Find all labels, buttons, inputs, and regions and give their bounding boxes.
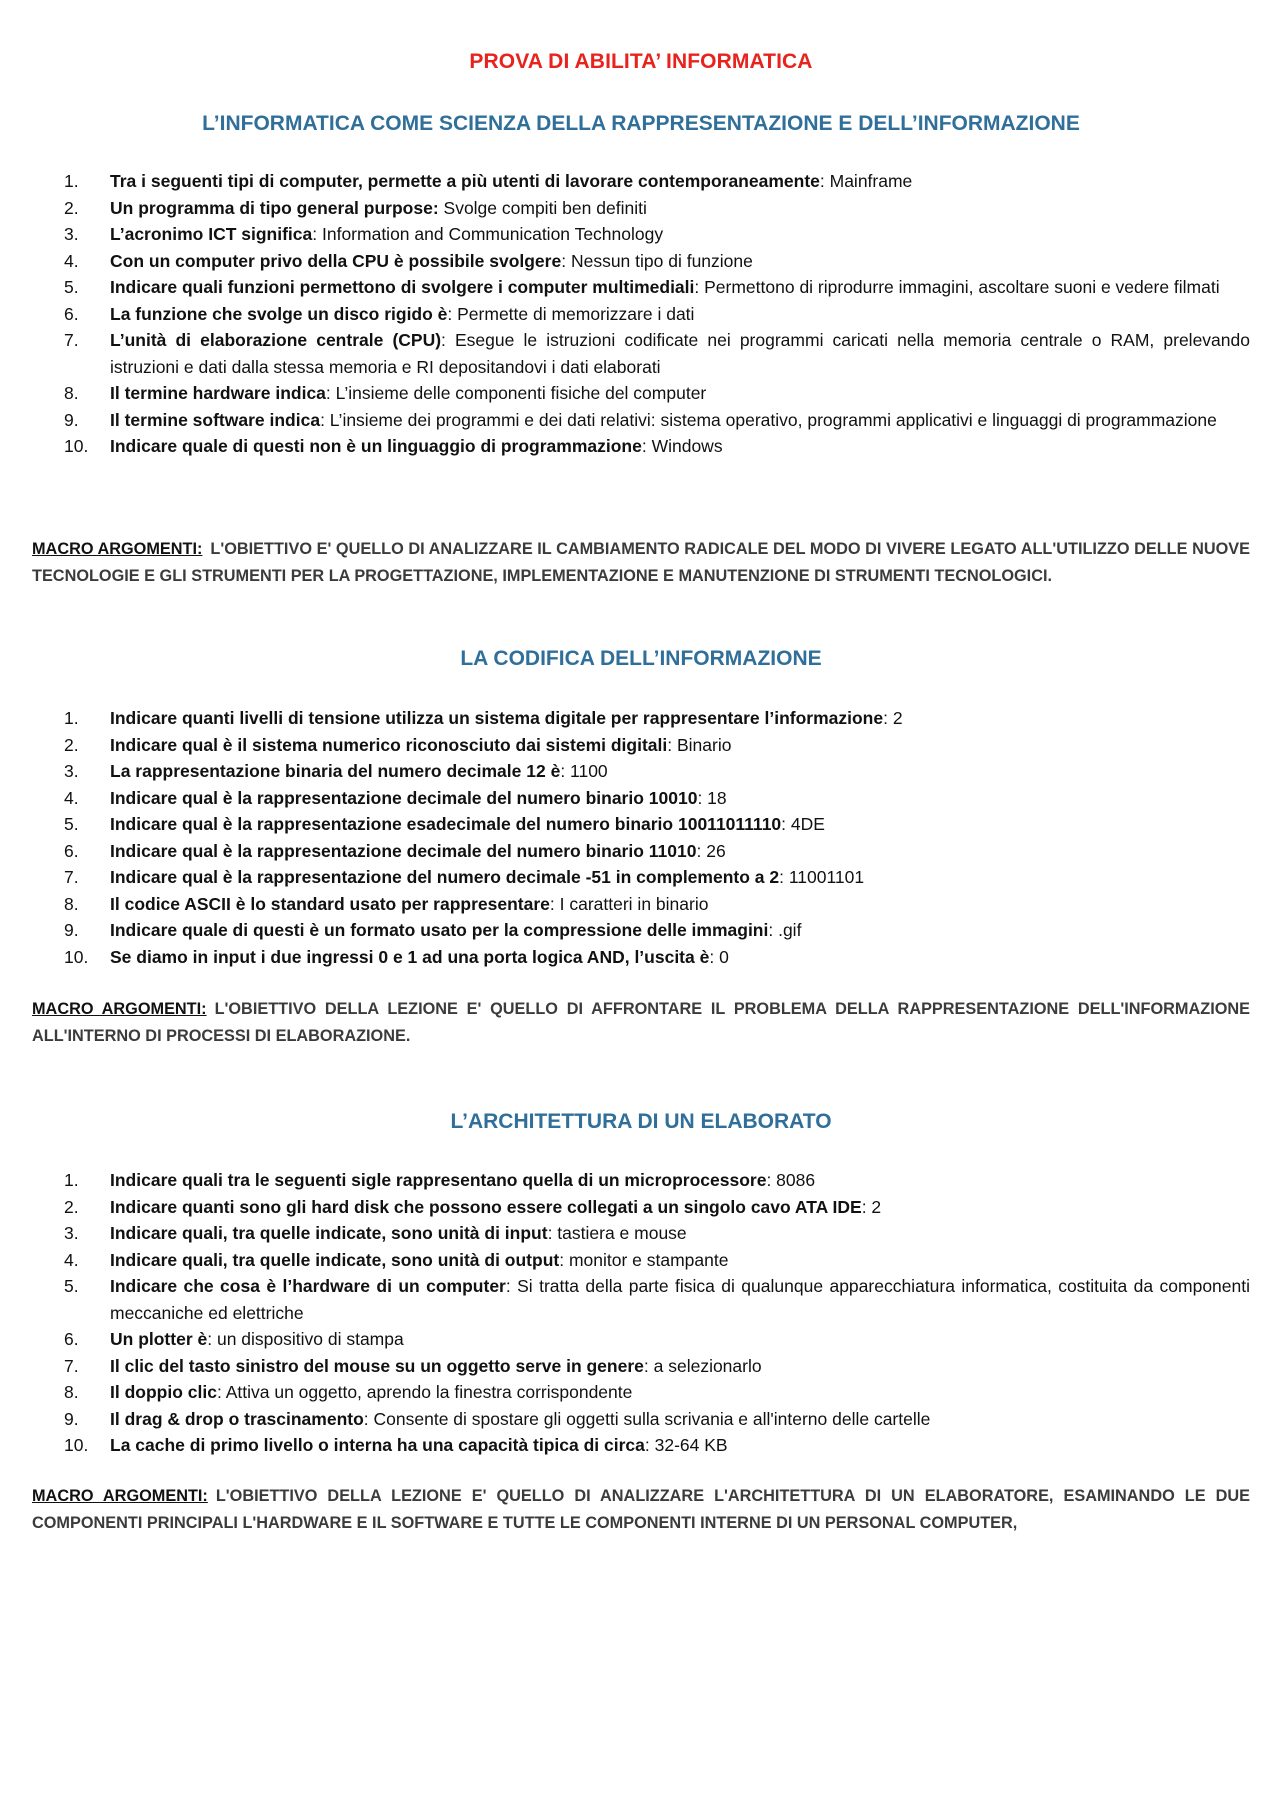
- answer-text: : Attiva un oggetto, aprendo la finestra corrispondente: [216, 1382, 633, 1402]
- answer-text: : Mainframe: [819, 171, 913, 191]
- question-text: Un programma di tipo general purpose:: [110, 197, 439, 218]
- question-item: [32, 327, 1250, 380]
- question-text: Un plotter è: [110, 1329, 208, 1349]
- question-item: [32, 864, 1250, 891]
- question-number: 5.: [64, 1276, 79, 1296]
- question-text: Tra i seguenti tipi di computer, permette a più utenti di lavorare contemporaneamente: [110, 171, 820, 191]
- macro-label: MACRO ARGOMENTI:: [32, 1000, 207, 1018]
- question-text: Il termine hardware indica: [110, 383, 326, 403]
- question-item: [32, 1353, 1250, 1380]
- question-number: 7.: [64, 330, 79, 350]
- question-text: Indicare qual è la rappresentazione decimale del numero binario 10010: [110, 787, 698, 808]
- question-text: Il termine software indica: [110, 409, 321, 430]
- answer-text: : 2: [861, 1196, 882, 1217]
- question-number: 8.: [64, 893, 79, 914]
- question-item: [32, 705, 1250, 732]
- question-number: 6.: [64, 840, 79, 861]
- question-item: [32, 1406, 1250, 1433]
- macro-argomenti-codifica: [32, 996, 1250, 1049]
- answer-text: : Si tratta della parte fisica di qualunque apparecchiatura informatica, costituita da componenti meccaniche ed elettriche: [110, 1276, 1250, 1323]
- question-number: 10.: [64, 436, 89, 456]
- question-list-architettura: [32, 1167, 1250, 1459]
- question-list-codifica: [32, 705, 1250, 970]
- question-text: Il codice ASCII è lo standard usato per rappresentare: [110, 893, 550, 914]
- section-title-informatica: L’INFORMATICA COME SCIENZA DELLA RAPPRESENTAZIONE E DELL’INFORMAZIONE: [202, 112, 1080, 135]
- question-item: [32, 248, 1250, 275]
- answer-text: : tastiera e mouse: [547, 1223, 687, 1243]
- question-number: 7.: [64, 867, 79, 887]
- answer-text: : 18: [697, 787, 727, 808]
- question-number: 4.: [64, 250, 79, 271]
- macro-label: MACRO ARGOMENTI:: [32, 540, 203, 558]
- question-text: La funzione che svolge un disco rigido è: [110, 303, 448, 324]
- question-item: [32, 1194, 1250, 1221]
- question-text: Indicare che cosa è l’hardware di un computer: [110, 1276, 506, 1296]
- question-number: 3.: [64, 761, 79, 781]
- answer-text: : 26: [696, 840, 726, 861]
- question-text: Con un computer privo della CPU è possibile svolgere: [110, 250, 562, 271]
- question-text: Indicare qual è la rappresentazione esadecimale del numero binario 10011011110: [110, 814, 782, 834]
- question-item: [32, 221, 1250, 248]
- question-item: [32, 1167, 1250, 1194]
- section-title-architettura: L’ARCHITETTURA DI UN ELABORATO: [450, 1110, 832, 1133]
- macro-text: L'OBIETTIVO E' QUELLO DI ANALIZZARE IL CAMBIAMENTO RADICALE DEL MODO DI VIVERE LEGATO ALL'UTILIZZO DELLE NUOVE TECNOLOGIE E GLI STRUMENTI PER LA PROGETTAZIONE, IMPLEMENTAZIONE E MANUTENZIONE DI STRUMENTI TECNOLOGICI.: [32, 540, 1250, 585]
- answer-text: : .gif: [768, 920, 802, 940]
- question-number: 1.: [64, 708, 79, 728]
- question-text: Indicare quale di questi non è un linguaggio di programmazione: [110, 436, 642, 456]
- question-item: [32, 758, 1250, 785]
- question-item: [32, 1379, 1250, 1406]
- answer-text: : Esegue le istruzioni codificate nei programmi caricati nella memoria centrale o RAM, prelevando istruzioni e dati dalla stessa memoria e RI depositandovi i dati elaborati: [110, 330, 1250, 377]
- document-title: PROVA DI ABILITA’ INFORMATICA: [469, 50, 813, 73]
- question-number: 9.: [64, 920, 79, 940]
- question-number: 3.: [64, 1223, 79, 1243]
- question-number: 1.: [64, 171, 79, 191]
- section-title-codifica: LA CODIFICA DELL’INFORMAZIONE: [460, 647, 822, 670]
- question-text: Il doppio clic: [110, 1382, 217, 1402]
- question-item: [32, 811, 1250, 838]
- question-item: [32, 168, 1250, 195]
- question-list-informatica: [32, 168, 1250, 460]
- answer-text: : Permette di memorizzare i dati: [447, 303, 695, 324]
- macro-text: L'OBIETTIVO DELLA LEZIONE E' QUELLO DI ANALIZZARE L'ARCHITETTURA DI UN ELABORATORE, ESAMINANDO LE DUE COMPONENTI PRINCIPALI L'HARDWARE E IL SOFTWARE E TUTTE LE COMPONENTI INTERNE DI UN PERSONAL COMPUTER,: [32, 1487, 1250, 1532]
- question-item: [32, 301, 1250, 328]
- question-item: [32, 1273, 1250, 1326]
- question-item: [32, 944, 1250, 971]
- answer-text: : Consente di spostare gli oggetti sulla scrivania e all'interno delle cartelle: [363, 1408, 931, 1429]
- question-text: Indicare quanti livelli di tensione utilizza un sistema digitale per rappresentare l’informazione: [110, 708, 884, 728]
- question-number: 8.: [64, 1382, 79, 1402]
- answer-text: : 8086: [766, 1170, 816, 1190]
- question-text: L’unità di elaborazione centrale (CPU): [110, 330, 442, 350]
- question-number: 3.: [64, 224, 79, 244]
- question-text: La rappresentazione binaria del numero decimale 12 è: [110, 761, 561, 781]
- question-item: [32, 891, 1250, 918]
- question-number: 6.: [64, 1329, 79, 1349]
- answer-text: : a selezionarlo: [643, 1355, 762, 1376]
- answer-text: : Permettono di riprodurre immagini, ascoltare suoni e vedere filmati: [694, 277, 1220, 297]
- question-number: 5.: [64, 814, 79, 834]
- question-item: [32, 1432, 1250, 1459]
- question-number: 6.: [64, 303, 79, 324]
- question-text: Indicare quanti sono gli hard disk che possono essere collegati a un singolo cavo ATA IDE: [110, 1196, 862, 1217]
- question-number: 8.: [64, 383, 79, 403]
- answer-text: Svolge compiti ben definiti: [438, 197, 647, 218]
- question-text: La cache di primo livello o interna ha una capacità tipica di circa: [110, 1435, 645, 1455]
- answer-text: : Windows: [641, 436, 723, 456]
- question-text: L’acronimo ICT significa: [110, 224, 313, 244]
- answer-text: : Information and Communication Technology: [312, 224, 664, 244]
- question-text: Il drag & drop o trascinamento: [110, 1408, 364, 1429]
- question-item: [32, 380, 1250, 407]
- question-item: [32, 1326, 1250, 1353]
- question-text: Se diamo in input i due ingressi 0 e 1 ad una porta logica AND, l’uscita è: [110, 946, 710, 967]
- question-number: 7.: [64, 1355, 79, 1376]
- macro-argomenti-architettura: [32, 1483, 1250, 1536]
- question-number: 9.: [64, 409, 79, 430]
- answer-text: : un dispositivo di stampa: [207, 1329, 404, 1349]
- question-item: [32, 433, 1250, 460]
- answer-text: : Nessun tipo di funzione: [561, 250, 753, 271]
- question-text: Indicare qual è la rappresentazione del numero decimale -51 in complemento a 2: [110, 867, 780, 887]
- question-number: 9.: [64, 1408, 79, 1429]
- question-number: 10.: [64, 1435, 89, 1455]
- question-number: 5.: [64, 277, 79, 297]
- answer-text: : 32-64 KB: [644, 1435, 728, 1455]
- answer-text: : 4DE: [781, 814, 825, 834]
- question-item: [32, 785, 1250, 812]
- answer-text: : Binario: [667, 734, 732, 755]
- answer-text: : L’insieme dei programmi e dei dati relativi: sistema operativo, programmi applicativi e linguaggi di programmazione: [320, 409, 1217, 430]
- question-text: Indicare quali, tra quelle indicate, sono unità di input: [110, 1223, 548, 1243]
- question-item: [32, 732, 1250, 759]
- question-text: Indicare quali tra le seguenti sigle rappresentano quella di un microprocessore: [110, 1170, 767, 1190]
- question-text: Indicare quali, tra quelle indicate, sono unità di output: [110, 1249, 560, 1270]
- answer-text: : 2: [883, 708, 903, 728]
- answer-text: : 1100: [560, 761, 608, 781]
- question-item: [32, 917, 1250, 944]
- question-number: 1.: [64, 1170, 79, 1190]
- answer-text: : 11001101: [779, 867, 865, 887]
- question-item: [32, 407, 1250, 434]
- question-text: Indicare quale di questi è un formato usato per la compressione delle immagini: [110, 920, 769, 940]
- question-number: 2.: [64, 1196, 79, 1217]
- question-item: [32, 838, 1250, 865]
- question-number: 10.: [64, 946, 89, 967]
- question-number: 2.: [64, 197, 79, 218]
- question-item: [32, 1247, 1250, 1274]
- question-item: [32, 195, 1250, 222]
- question-text: Indicare quali funzioni permettono di svolgere i computer multimediali: [110, 277, 695, 297]
- macro-label: MACRO ARGOMENTI:: [32, 1487, 208, 1505]
- answer-text: : L’insieme delle componenti fisiche del computer: [325, 383, 707, 403]
- macro-argomenti-informatica: [32, 536, 1250, 589]
- answer-text: : I caratteri in binario: [549, 893, 709, 914]
- answer-text: : 0: [709, 946, 729, 967]
- macro-text: L'OBIETTIVO DELLA LEZIONE E' QUELLO DI AFFRONTARE IL PROBLEMA DELLA RAPPRESENTAZIONE DELL'INFORMAZIONE ALL'INTERNO DI PROCESSI DI ELABORAZIONE.: [32, 1000, 1250, 1045]
- question-number: 2.: [64, 734, 79, 755]
- question-item: [32, 274, 1250, 301]
- question-number: 4.: [64, 787, 79, 808]
- question-item: [32, 1220, 1250, 1247]
- question-text: Indicare qual è la rappresentazione decimale del numero binario 11010: [110, 840, 697, 861]
- question-text: Indicare qual è il sistema numerico riconosciuto dai sistemi digitali: [110, 734, 668, 755]
- question-text: Il clic del tasto sinistro del mouse su un oggetto serve in genere: [110, 1355, 644, 1376]
- answer-text: : monitor e stampante: [559, 1249, 729, 1270]
- question-number: 4.: [64, 1249, 79, 1270]
